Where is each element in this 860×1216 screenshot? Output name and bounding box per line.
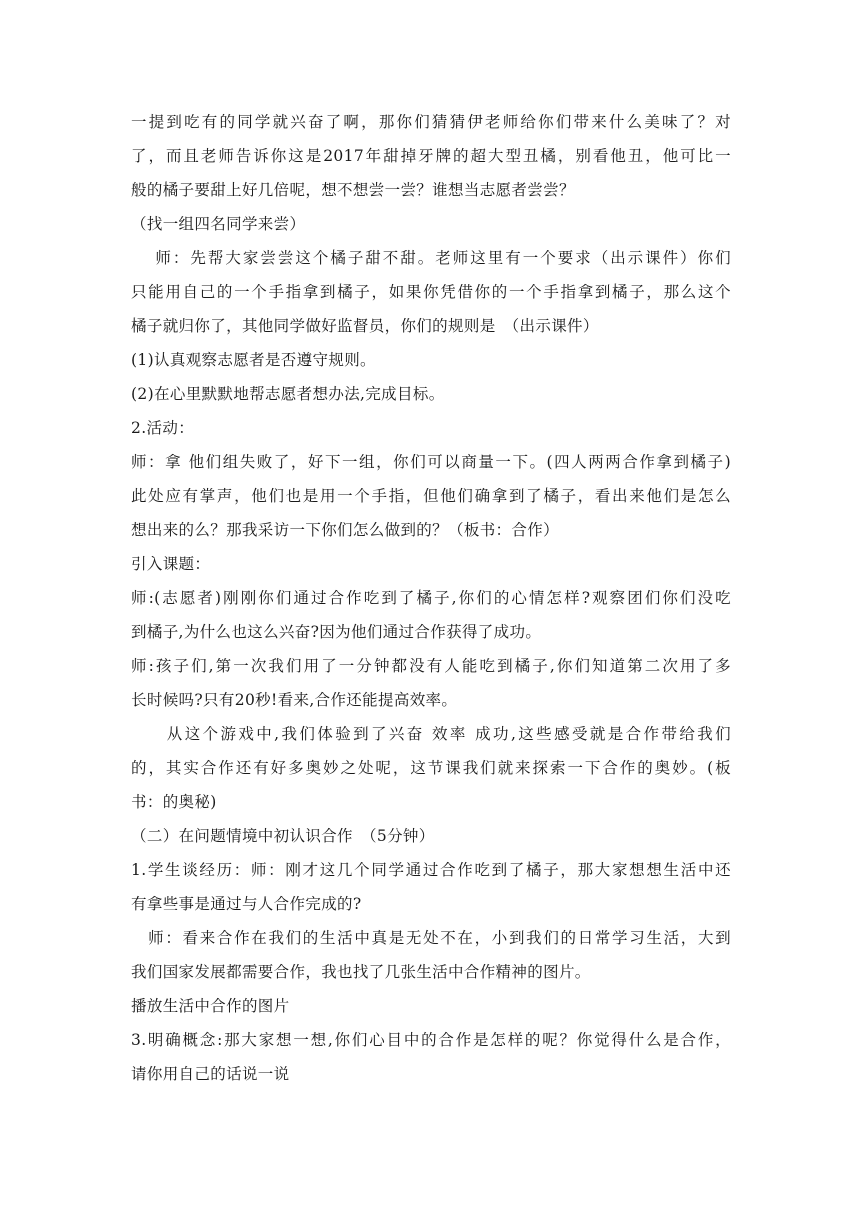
text-line: 师：看来合作在我们的生活中真是无处不在，小到我们的日常学习生活，大到 [131,929,731,947]
text-line: 般的橘子要甜上好几倍呢，想不想尝一尝？谁想当志愿者尝尝？ [131,181,575,199]
text-line: 我们国家发展都需要合作，我也找了几张生活中合作精神的图片。 [131,963,591,981]
text-line: 到橘子,为什么也这么兴奋?因为他们通过合作获得了成功。 [131,623,542,641]
text-line: 此处应有掌声，他们也是用一个手指，但他们确拿到了橘子，看出来他们是怎么 [131,487,731,505]
text-line: 从这个游戏中,我们体验到了兴奋 效率 成功,这些感受就是合作带给我们 [131,725,731,743]
text-line: 想出来的么？那我采访一下你们怎么做到的？（板书：合作） [131,521,559,539]
text-line: 橘子就归你了，其他同学做好监督员，你们的规则是 （出示课件） [131,317,599,335]
section-heading: （二）在问题情境中初认识合作 （5分钟） [131,827,435,845]
text-line: 师：先帮大家尝尝这个橘子甜不甜。老师这里有一个要求（出示课件）你们 [131,249,731,267]
text-line: （找一组四名同学来尝） [131,215,306,233]
text-line: 1.学生谈经历：师：刚才这几个同学通过合作吃到了橘子，那大家想想生活中还 [131,861,731,879]
text-line: 师：拿 他们组失败了，好下一组，你们可以商量一下。(四人两两合作拿到橘子) [131,453,731,471]
text-line: (1)认真观察志愿者是否遵守规则。 [131,351,376,369]
section-heading: 引入课题： [131,555,211,573]
section-heading: 2.活动： [131,419,195,437]
text-line: 了，而且老师告诉你这是2017年甜掉牙牌的超大型丑橘，别看他丑，他可比一 [131,147,731,165]
text-line: 师:(志愿者)刚刚你们通过合作吃到了橘子,你们的心情怎样?观察团们你们没吃 [131,589,731,607]
text-line: 的，其实合作还有好多奥妙之处呢，这节课我们就来探索一下合作的奥妙。(板 [131,759,731,777]
text-line: 请你用自己的话说一说 [131,1065,290,1083]
text-line: 3.明确概念:那大家想一想,你们心目中的合作是怎样的呢？你觉得什么是合作， [131,1031,731,1049]
text-line: (2)在心里默默地帮志愿者想办法,完成目标。 [131,385,445,403]
text-line: 师:孩子们,第一次我们用了一分钟都没有人能吃到橘子,你们知道第二次用了多 [131,657,731,675]
text-line: 只能用自己的一个手指拿到橘子，如果你凭借你的一个手指拿到橘子，那么这个 [131,283,731,301]
text-line: 播放生活中合作的图片 [131,997,290,1015]
text-line: 一提到吃有的同学就兴奋了啊，那你们猜猜伊老师给你们带来什么美味了？对 [131,113,731,131]
text-line: 长时候吗?只有20秒!看来,合作还能提高效率。 [131,691,458,709]
text-line: 书：的奥秘) [131,793,217,811]
text-line: 有拿些事是通过与人合作完成的? [131,895,362,913]
